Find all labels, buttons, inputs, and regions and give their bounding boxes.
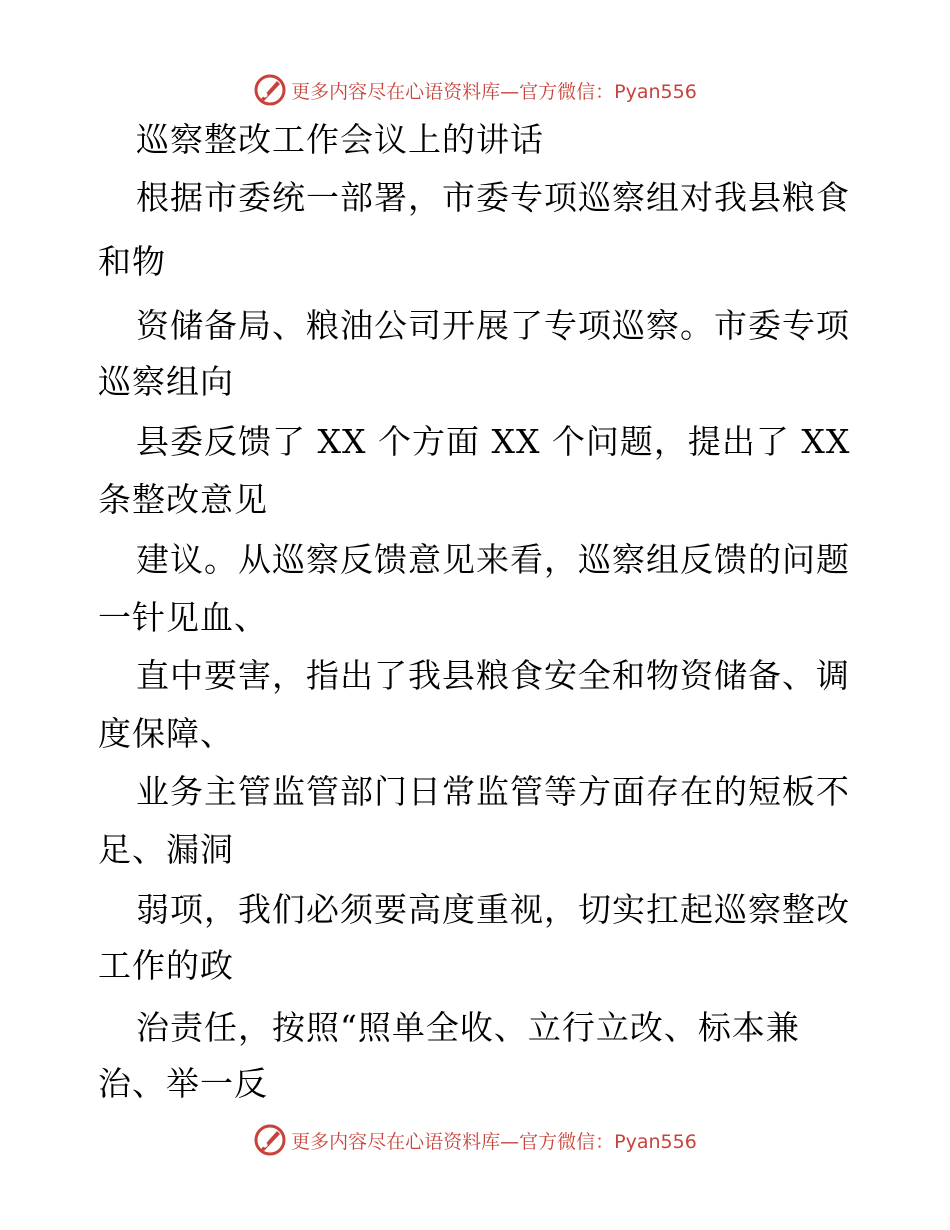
header-banner-text: 更多内容尽在心语资料库—官方微信：Pyan556 bbox=[291, 80, 697, 103]
footer-banner-text: 更多内容尽在心语资料库—官方微信：Pyan556 bbox=[291, 1130, 697, 1153]
paragraph-line: 根据市委统一部署，市委专项巡察组对我县粮食 bbox=[136, 178, 850, 217]
quill-logo-icon bbox=[253, 1123, 287, 1157]
paragraph-line: 建议。从巡察反馈意见来看，巡察组反馈的问题 bbox=[136, 540, 850, 579]
quill-logo-icon bbox=[253, 73, 287, 107]
paragraph-line: 弱项，我们必须要高度重视，切实扛起巡察整改 bbox=[136, 890, 850, 929]
document-title: 巡察整改工作会议上的讲话 bbox=[136, 120, 544, 159]
paragraph-line: 资储备局、粮油公司开展了专项巡察。市委专项 bbox=[136, 306, 850, 345]
paragraph-line: 一针见血、 bbox=[98, 598, 268, 637]
paragraph-line: 县委反馈了 XX 个方面 XX 个问题，提出了 XX bbox=[136, 422, 851, 461]
paragraph-line: 治、举一反 bbox=[98, 1064, 268, 1103]
paragraph-line: 工作的政 bbox=[98, 946, 234, 985]
paragraph-line: 业务主管监管部门日常监管等方面存在的短板不 bbox=[136, 772, 850, 811]
header-banner bbox=[0, 70, 950, 110]
paragraph-line: 巡察组向 bbox=[98, 362, 234, 401]
paragraph-line: 度保障、 bbox=[98, 714, 234, 753]
paragraph-line: 条整改意见 bbox=[98, 480, 268, 519]
paragraph-line: 足、漏洞 bbox=[98, 830, 234, 869]
footer-banner bbox=[0, 1120, 950, 1160]
paragraph-line: 治责任，按照“照单全收、立行立改、标本兼 bbox=[136, 1008, 800, 1047]
paragraph-line: 直中要害，指出了我县粮食安全和物资储备、调 bbox=[136, 656, 850, 695]
paragraph-line: 和物 bbox=[98, 242, 166, 281]
